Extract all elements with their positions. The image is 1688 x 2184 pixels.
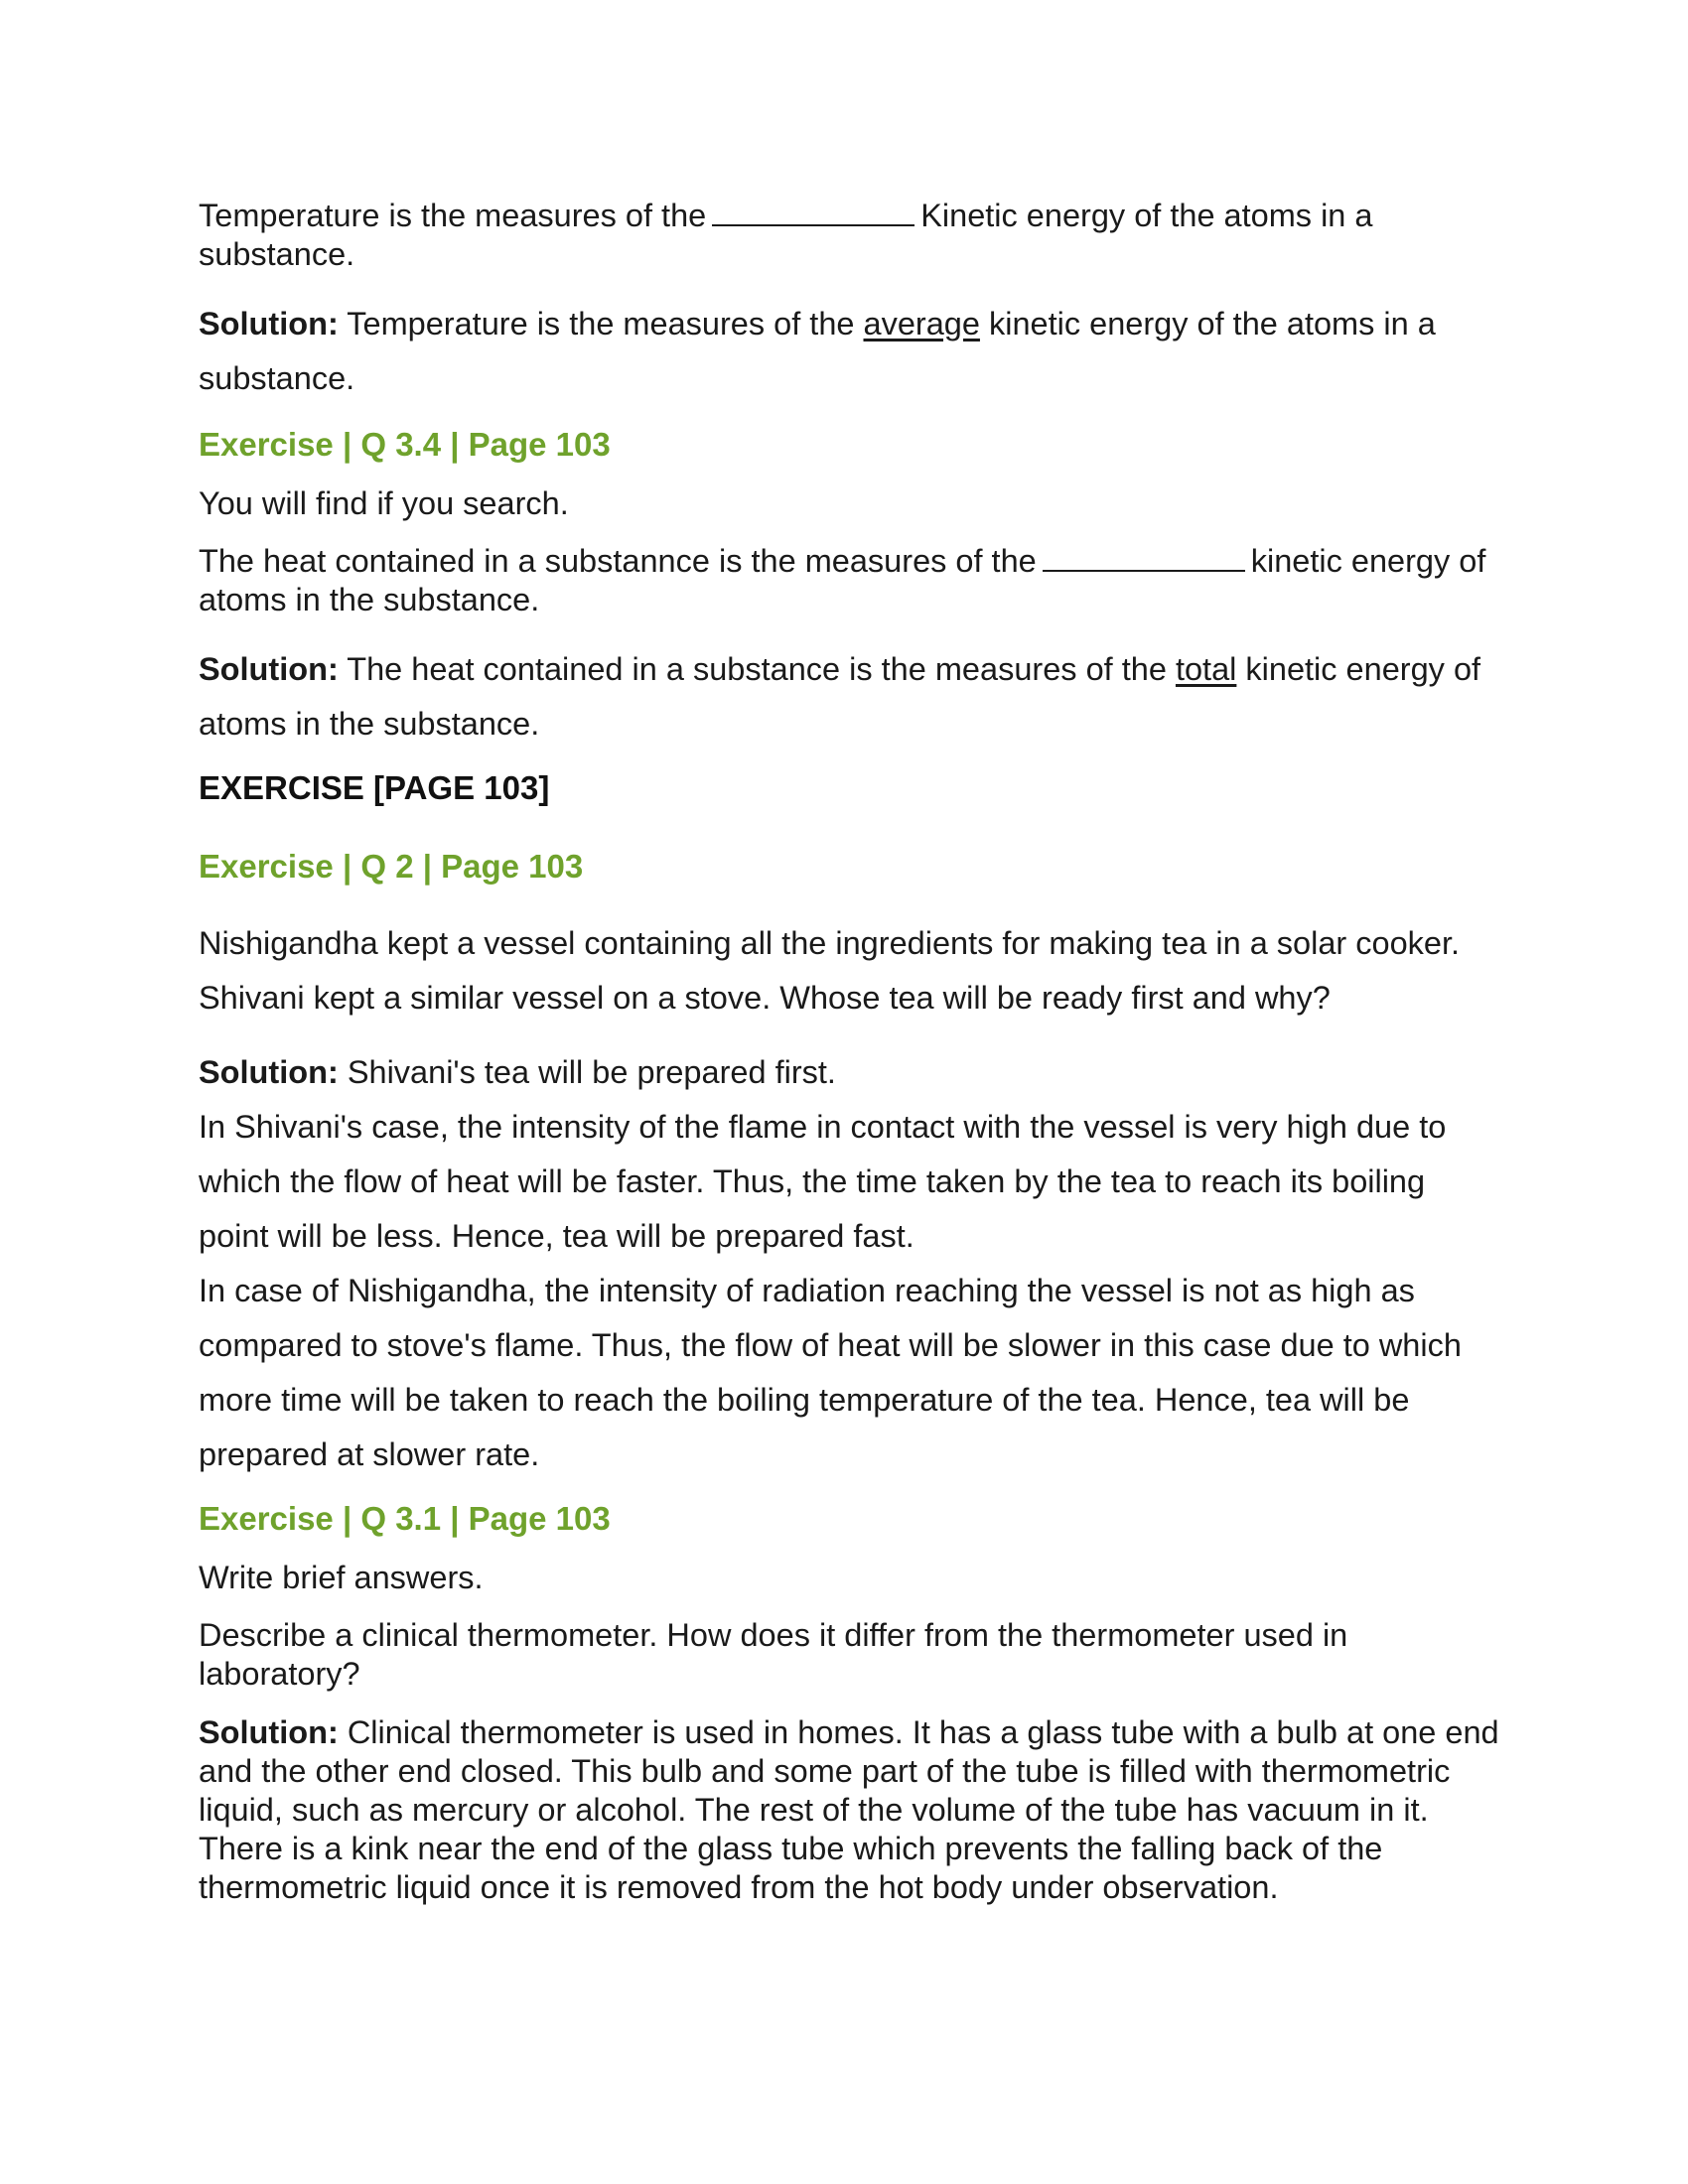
q2-question: Nishigandha kept a vessel containing all the ingredients for making tea in a solar cooker. Shivani kept a similar vessel on a stove. Whose tea will be ready first and why?: [199, 925, 1461, 1016]
fill-in-blank: [1043, 546, 1245, 572]
solution-label: Solution:: [199, 1054, 339, 1090]
q34-question: The heat contained in a substannce is the measures of the kinetic energy of atoms in the substance.: [199, 543, 1486, 617]
q34-solution: Solution: The heat contained in a substance is the measures of the total kinetic energy of atoms in the substance.: [199, 651, 1481, 742]
solution-label: Solution:: [199, 651, 339, 687]
q2-solution-para2: In case of Nishigandha, the intensity of radiation reaching the vessel is not as high as compared to stove's flame. Thus, the flow of heat will be slower in this case due to which more time will be taken to reach the boiling temperature of the tea. Hence, tea will be prepared at slower rate.: [199, 1273, 1462, 1472]
fill-in-blank: [712, 201, 914, 226]
q31-instruction: Write brief answers.: [199, 1560, 484, 1595]
q2-solution-line: Solution: Shivani's tea will be prepared first.: [199, 1054, 836, 1090]
exercise-heading-q2: Exercise | Q 2 | Page 103: [199, 848, 584, 885]
q31-solution: Solution: Clinical thermometer is used in homes. It has a glass tube with a bulb at one end and the other end closed. This bulb and some part of the tube is filled with thermometric liquid, such as mercury or alcohol. The rest of the volume of the tube has vacuum in it. There is a kink near the end of the glass tube which prevents the falling back of the thermometric liquid once it is removed from the hot body under observation.: [199, 1714, 1499, 1905]
exercise-heading-q34: Exercise | Q 3.4 | Page 103: [199, 426, 611, 463]
q2-solution-para1: In Shivani's case, the intensity of the flame in contact with the vessel is very high due to which the flow of heat will be faster. Thus, the time taken by the tea to reach its boiling point will be less. Hence, tea will be prepared fast.: [199, 1109, 1447, 1254]
solution-answer: average: [863, 306, 980, 341]
document-page: [199, 197, 1499, 1907]
solution-answer: total: [1175, 651, 1237, 687]
q31-question: Describe a clinical thermometer. How does it differ from the thermometer used in laboratory?: [199, 1617, 1348, 1692]
q33-question: Temperature is the measures of the Kinetic energy of the atoms in a substance.: [199, 198, 1373, 272]
q33-solution: Solution: Temperature is the measures of the average kinetic energy of the atoms in a substance.: [199, 306, 1436, 396]
exercise-heading-q31: Exercise | Q 3.1 | Page 103: [199, 1500, 611, 1537]
solution-label: Solution:: [199, 306, 339, 341]
q34-instruction: You will find if you search.: [199, 485, 569, 521]
solution-label: Solution:: [199, 1714, 339, 1750]
section-heading: EXERCISE [PAGE 103]: [199, 769, 550, 806]
